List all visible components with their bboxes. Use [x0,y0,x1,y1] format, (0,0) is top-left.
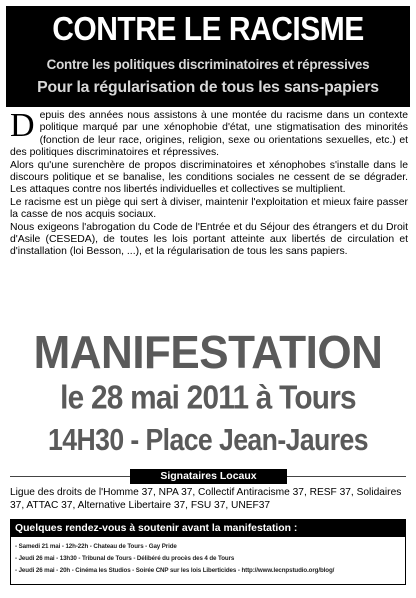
manifestation-title: MANIFESTATION [33,326,383,379]
rendezvous-item: - Jeudi 26 mai - 13h30 - Tribunal de Tours - Délibéré du procès des 4 de Tours [15,555,235,562]
manifestation-time-place: 14H30 - Place Jean-Jaures [48,423,368,457]
rendezvous-list [15,541,403,577]
rendezvous-heading: Quelques rendez-vous à soutenir avant la manifestation : [11,520,405,537]
title-banner [6,6,410,107]
paragraph-3: Le racisme est un piège qui sert à diviser, maintenir l'exploitation et mieux faire passer la casse de nos acquis sociaux. [10,196,408,221]
subtitle-regularisation: Pour la régularisation de tous les sans-papiers [37,79,379,96]
drop-cap: D [10,107,35,144]
main-title: CONTRE LE RACISME [52,11,364,49]
rendezvous-item: - Jeudi 26 mai - 20h - Cinéma les Studios - Soirée CNP sur les lois Liberticides - http://www.lecnpstudio.org/blog/ [15,567,335,574]
signataires-heading: Signataires Locaux [130,469,287,484]
paragraph-2: Alors qu'une surenchère de propos discriminatoires et xénophobes s'installe dans le discours politique et se banalise, les conditions sociales ne cessent de se dégrader. Les attaques contre nos libertés individuelles et collectives se multiplient. [10,159,408,196]
paragraph-1 [10,107,408,160]
rendezvous-box [10,519,406,585]
paragraph-4: Nous exigeons l'abrogation du Code de l'Entrée et du Séjour des étrangers et du Droit d'Asile (CESEDA), de toutes les lois portant atteinte aux libertés de circulation et d'installation (loi Besson, ...), et la régularisation de tous les sans papiers. [10,221,408,258]
rendezvous-item: - Samedi 21 mai - 12h-22h - Chateau de Tours - Gay Pride [15,543,177,550]
intro-text [10,107,408,259]
manifestation-date: le 28 mai 2011 à Tours [60,378,356,416]
signataires-list: Ligue des droits de l'Homme 37, NPA 37, Collectif Antiracisme 37, RESF 37, Solidaires 37, ATTAC 37, Alternative Libertaire 37, FSU 37, UNEF37 [10,487,402,511]
subtitle-politiques: Contre les politiques discriminatoires et répressives [46,57,370,72]
paragraph-1-text: epuis des années nous assistons à une montée du racisme dans un contexte politique marqué par une xénophobie d'état, une stigmatisation des minorités (fonction de leur race, origines, religion, sexe ou orientations sexuelles, etc.) et des politiques discriminatoires et répressives. [10,110,408,159]
